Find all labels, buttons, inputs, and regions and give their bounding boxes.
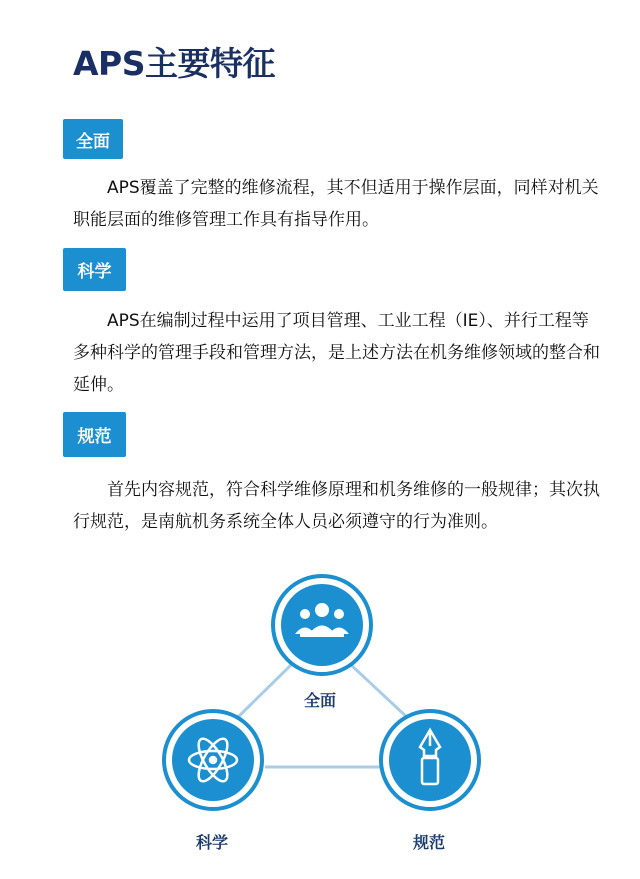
section-text-science: APS在编制过程中运用了项目管理、工业工程（IE）、并行工程等多种科学的管理手段和管理方法，是上述方法在机务维修领域的整合和延伸。 — [73, 311, 600, 395]
section-text-comprehensive: APS覆盖了完整的维修流程，其不但适用于操作层面，同样对机关职能层面的维修管理工作具有指导作用。 — [73, 178, 599, 230]
section-tag-science: 科学 — [63, 248, 126, 291]
section-tag-standard: 规范 — [63, 412, 126, 457]
node-label-standard: 规范 — [413, 833, 446, 852]
link-top-right — [350, 664, 410, 720]
section-tag-comprehensive: 全面 — [63, 119, 123, 159]
section-text-standard: 首先内容规范，符合科学维修原理和机务维修的一般规律；其次执行规范，是南航机务系统全体人员必须遵守的行为准则。 — [73, 480, 600, 532]
node-label-science: 科学 — [196, 833, 229, 852]
page-title: APS主要特征 — [73, 44, 275, 83]
node-standard — [381, 711, 479, 809]
node-science — [164, 711, 262, 809]
link-top-left — [235, 664, 292, 720]
node-label-comprehensive: 全面 — [304, 691, 337, 710]
node-comprehensive — [273, 576, 371, 674]
